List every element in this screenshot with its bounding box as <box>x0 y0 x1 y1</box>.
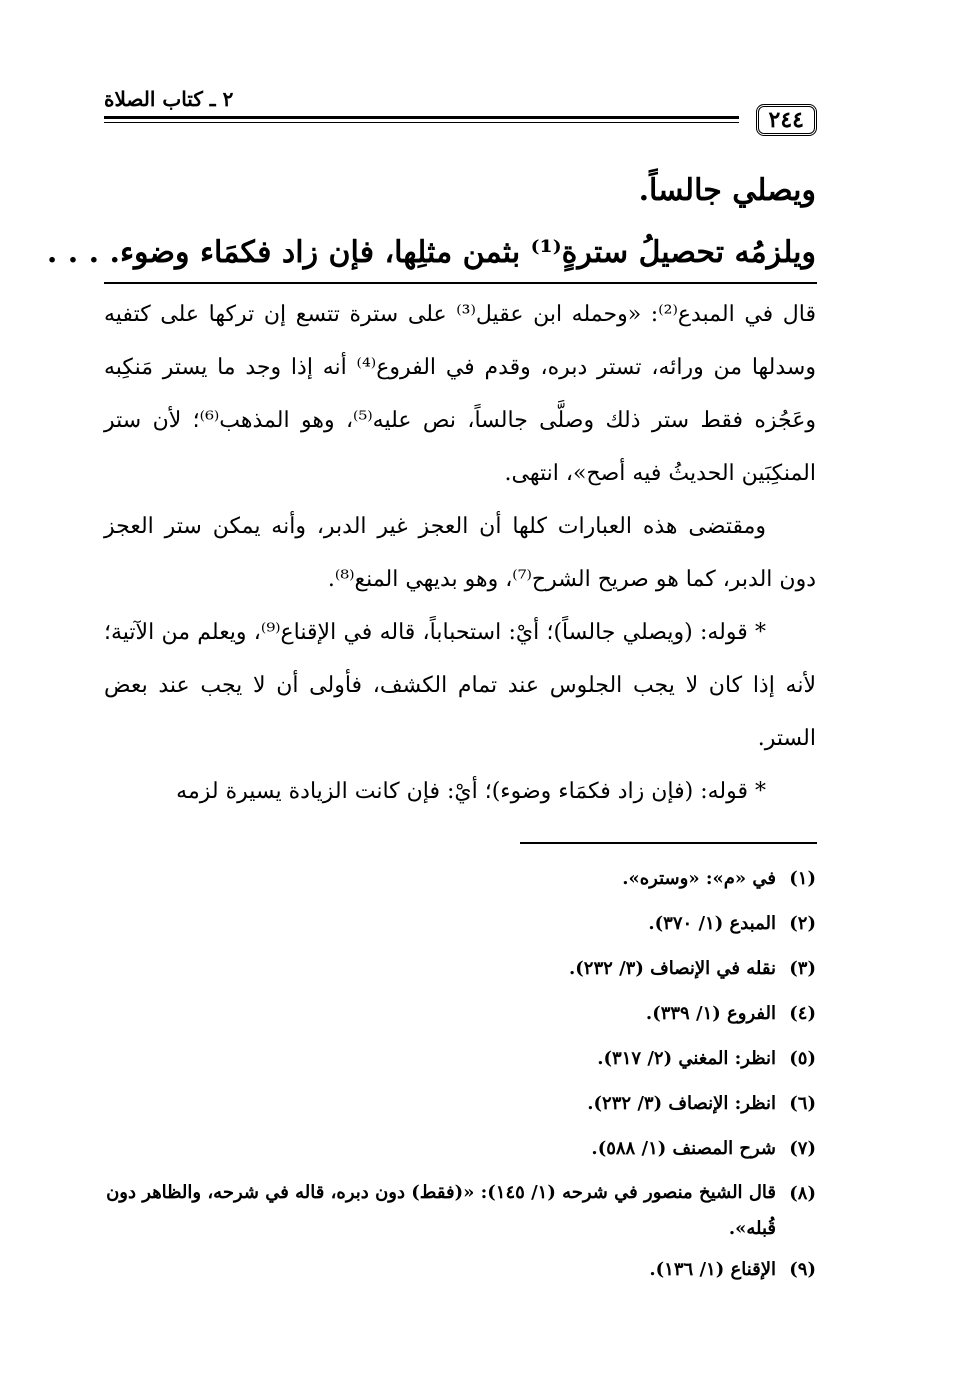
commentary <box>104 288 816 818</box>
footnote-text: انظر: المغني (٢/ ٣١٧). <box>597 1048 776 1069</box>
footnote-text: المبدع (١/ ٣٧٠). <box>648 913 776 934</box>
commentary-paragraph: قال في المبدع⁽²⁾: «وحمله ابن عقيل⁽³⁾ على سترة تتسع إن تركها على كتفيه وسدلها من ورائه، تستر دبره، وقدم في الفروع⁽⁴⁾ أنه إذا وجد ما يستر مَنكِبه وعَجُزه فقط ستر ذلك وصلَّى جالساً، نص عليه⁽⁵⁾، وهو المذهب⁽⁶⁾؛ لأن ستر المنكِبَين الحديثُ فيه أصح»، انتهى. <box>104 302 817 486</box>
footnote <box>104 1247 816 1292</box>
footnote-text: شرح المصنف (١/ ٥٨٨). <box>591 1138 776 1159</box>
header-rule-thin <box>104 122 739 123</box>
footnote-text: الفروع (١/ ٣٣٩). <box>645 1003 776 1024</box>
footnote-number: (٤) <box>789 1003 816 1024</box>
footnote <box>104 901 816 946</box>
matn-separator <box>104 282 817 284</box>
matn-line: ويلزمُه تحصيلُ سترةٍ⁽¹⁾ بثمن مثلِها، فإن زاد فكمَاء وضوء. . . . <box>46 235 816 270</box>
header-rule <box>104 116 739 119</box>
footnote <box>104 1081 816 1126</box>
commentary-paragraph: ومقتضى هذه العبارات كلها أن العجز غير الدبر، وأنه يمكن ستر العجز دون الدبر، كما هو صريح الشرح⁽⁷⁾، وهو بديهي المنع⁽⁸⁾. <box>104 514 816 592</box>
footnote-text: قال الشيخ منصور في شرحه (١/ ١٤٥): «(فقط) دون دبره، قاله في شرحه، والظاهر دون قُبله». <box>106 1182 776 1239</box>
page-number: ٢٤٤ <box>756 104 817 136</box>
commentary-paragraph: * قوله: (فإن زاد فكمَاء وضوء)؛ أيْ: فإن كانت الزيادة يسيرة لزمه <box>176 779 766 804</box>
footnote-separator <box>520 842 817 844</box>
footnote <box>104 856 816 901</box>
footnote-text: الإقناع (١/ ١٣٦). <box>649 1259 776 1280</box>
footnotes <box>104 856 816 1292</box>
footnote <box>104 946 816 991</box>
footnote <box>104 1036 816 1081</box>
page-header <box>104 86 817 136</box>
footnote-number: (١) <box>789 868 816 889</box>
footnote <box>104 991 816 1036</box>
commentary-paragraph: * قوله: (ويصلي جالساً)؛ أيْ: استحباباً، قاله في الإقناع⁽⁹⁾، ويعلم من الآتية؛ لأنه إذا كان لا يجب الجلوس عند تمام الكشف، فأولى أن لا يجب عند بعض الستر. <box>104 620 816 751</box>
footnote-number: (٧) <box>789 1138 816 1159</box>
footnote-text: في «م»: «وستره». <box>622 868 776 889</box>
footnote <box>104 1171 816 1247</box>
footnote-text: انظر: الإنصاف (٣/ ٢٣٢). <box>587 1093 776 1114</box>
matn-text <box>46 160 816 284</box>
footnote-number: (٩) <box>789 1259 816 1280</box>
footnote-number: (٨) <box>789 1183 816 1204</box>
footnote-text: نقله في الإنصاف (٣/ ٢٣٢). <box>568 958 776 979</box>
book-title: ٢ ـ كتاب الصلاة <box>104 87 234 111</box>
matn-line: ويصلي جالساً. <box>638 173 816 208</box>
footnote-number: (٢) <box>789 913 816 934</box>
footnote-number: (٥) <box>789 1048 816 1069</box>
footnote-number: (٦) <box>789 1093 816 1114</box>
footnote <box>104 1126 816 1171</box>
footnote-number: (٣) <box>789 958 816 979</box>
